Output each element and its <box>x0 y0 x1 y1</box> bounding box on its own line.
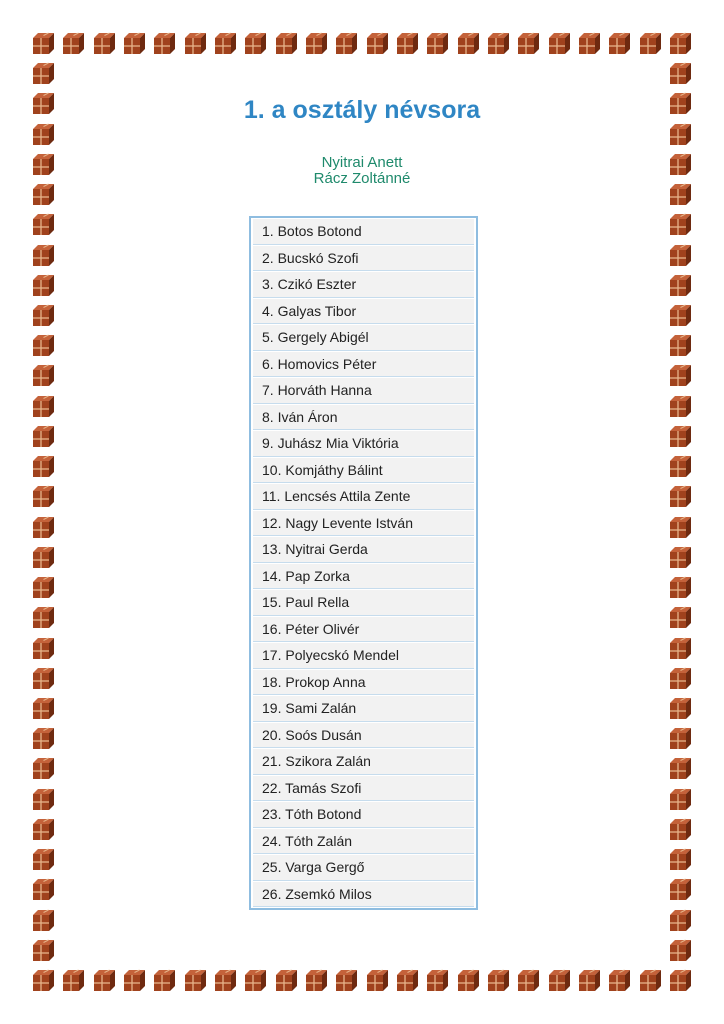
gift-box-icon <box>367 33 388 54</box>
gift-box-icon <box>670 396 691 417</box>
gift-box-icon <box>670 819 691 840</box>
student-row: 23. Tóth Botond <box>253 802 474 828</box>
gift-box-icon <box>549 970 570 991</box>
gift-box-icon <box>33 517 54 538</box>
gift-box-icon <box>185 33 206 54</box>
gift-box-icon <box>185 970 206 991</box>
authors <box>0 155 724 187</box>
gift-box-icon <box>488 970 509 991</box>
gift-box-icon <box>33 607 54 628</box>
gift-box-icon <box>33 426 54 447</box>
gift-box-icon <box>549 33 570 54</box>
gift-box-icon <box>670 184 691 205</box>
gift-box-icon <box>579 970 600 991</box>
gift-box-icon <box>670 335 691 356</box>
gift-box-icon <box>245 970 266 991</box>
gift-box-icon <box>33 335 54 356</box>
gift-box-icon <box>670 275 691 296</box>
student-row: 10. Komjáthy Bálint <box>253 458 474 484</box>
gift-box-icon <box>640 970 661 991</box>
gift-box-icon <box>33 879 54 900</box>
student-row: 8. Iván Áron <box>253 405 474 431</box>
student-row: 3. Czikó Eszter <box>253 272 474 298</box>
gift-box-icon <box>670 940 691 961</box>
gift-box-icon <box>276 33 297 54</box>
gift-box-icon <box>670 214 691 235</box>
gift-box-icon <box>670 638 691 659</box>
gift-box-icon <box>488 33 509 54</box>
gift-box-icon <box>306 33 327 54</box>
gift-box-icon <box>670 668 691 689</box>
gift-box-icon <box>518 33 539 54</box>
gift-box-icon <box>670 486 691 507</box>
gift-box-icon <box>670 517 691 538</box>
gift-box-icon <box>33 970 54 991</box>
gift-box-icon <box>33 849 54 870</box>
gift-box-icon <box>33 245 54 266</box>
gift-box-icon <box>94 970 115 991</box>
gift-box-icon <box>33 789 54 810</box>
student-row: 13. Nyitrai Gerda <box>253 537 474 563</box>
gift-box-icon <box>670 426 691 447</box>
gift-box-icon <box>670 365 691 386</box>
student-row: 4. Galyas Tibor <box>253 299 474 325</box>
student-row: 12. Nagy Levente István <box>253 511 474 537</box>
gift-box-icon <box>670 789 691 810</box>
gift-box-icon <box>124 970 145 991</box>
gift-box-icon <box>427 33 448 54</box>
gift-box-icon <box>670 305 691 326</box>
gift-box-icon <box>33 124 54 145</box>
gift-box-icon <box>670 607 691 628</box>
gift-box-icon <box>33 275 54 296</box>
gift-box-icon <box>33 305 54 326</box>
author-name: Nyitrai Anett <box>321 154 403 171</box>
gift-box-icon <box>33 758 54 779</box>
gift-box-icon <box>670 758 691 779</box>
gift-box-icon <box>215 33 236 54</box>
gift-box-icon <box>33 728 54 749</box>
gift-box-icon <box>306 970 327 991</box>
student-row: 21. Szikora Zalán <box>253 749 474 775</box>
student-row: 15. Paul Rella <box>253 590 474 616</box>
gift-box-icon <box>640 33 661 54</box>
gift-box-icon <box>33 577 54 598</box>
student-row: 7. Horváth Hanna <box>253 378 474 404</box>
student-row: 5. Gergely Abigél <box>253 325 474 351</box>
gift-box-icon <box>367 970 388 991</box>
student-row: 17. Polyecskó Mendel <box>253 643 474 669</box>
page-title: 1. a osztály névsora <box>243 96 481 124</box>
author-name: Rácz Zoltánné <box>313 170 411 187</box>
gift-box-icon <box>245 33 266 54</box>
gift-box-icon <box>33 486 54 507</box>
gift-box-icon <box>397 970 418 991</box>
student-row: 9. Juhász Mia Viktória <box>253 431 474 457</box>
gift-box-icon <box>33 638 54 659</box>
gift-box-icon <box>33 698 54 719</box>
gift-box-icon <box>94 33 115 54</box>
gift-box-icon <box>670 33 691 54</box>
gift-box-icon <box>33 214 54 235</box>
gift-box-icon <box>670 124 691 145</box>
gift-box-icon <box>33 547 54 568</box>
gift-box-icon <box>670 547 691 568</box>
student-row: 14. Pap Zorka <box>253 564 474 590</box>
gift-box-icon <box>518 970 539 991</box>
gift-box-icon <box>670 879 691 900</box>
gift-box-icon <box>670 849 691 870</box>
student-row: 19. Sami Zalán <box>253 696 474 722</box>
gift-box-icon <box>124 33 145 54</box>
gift-box-icon <box>670 698 691 719</box>
gift-box-icon <box>215 970 236 991</box>
student-row: 16. Péter Olivér <box>253 617 474 643</box>
student-row: 20. Soós Dusán <box>253 723 474 749</box>
gift-box-icon <box>33 184 54 205</box>
gift-box-icon <box>33 940 54 961</box>
gift-box-icon <box>609 970 630 991</box>
student-row: 22. Tamás Szofi <box>253 776 474 802</box>
gift-box-icon <box>33 456 54 477</box>
gift-box-icon <box>336 970 357 991</box>
gift-box-icon <box>33 910 54 931</box>
student-row: 6. Homovics Péter <box>253 352 474 378</box>
gift-box-icon <box>33 33 54 54</box>
gift-box-icon <box>458 33 479 54</box>
student-row: 11. Lencsés Attila Zente <box>253 484 474 510</box>
student-row: 18. Prokop Anna <box>253 670 474 696</box>
gift-box-icon <box>670 970 691 991</box>
gift-box-icon <box>33 365 54 386</box>
gift-box-icon <box>276 970 297 991</box>
student-row: 26. Zsemkó Milos <box>253 882 474 908</box>
gift-box-icon <box>397 33 418 54</box>
gift-box-icon <box>63 970 84 991</box>
gift-box-icon <box>33 396 54 417</box>
gift-box-icon <box>670 910 691 931</box>
gift-box-icon <box>670 456 691 477</box>
gift-box-icon <box>670 577 691 598</box>
gift-box-icon <box>609 33 630 54</box>
gift-box-icon <box>63 33 84 54</box>
student-row: 2. Bucskó Szofi <box>253 246 474 272</box>
gift-box-icon <box>336 33 357 54</box>
gift-box-icon <box>33 819 54 840</box>
student-row: 1. Botos Botond <box>253 219 474 245</box>
gift-box-icon <box>579 33 600 54</box>
gift-box-icon <box>670 63 691 84</box>
student-list <box>249 216 478 910</box>
gift-box-icon <box>154 33 175 54</box>
gift-box-icon <box>33 668 54 689</box>
gift-box-icon <box>458 970 479 991</box>
gift-box-icon <box>670 245 691 266</box>
gift-box-icon <box>154 970 175 991</box>
student-row: 25. Varga Gergő <box>253 855 474 881</box>
gift-box-icon <box>670 728 691 749</box>
student-row: 24. Tóth Zalán <box>253 829 474 855</box>
gift-box-icon <box>33 63 54 84</box>
gift-box-icon <box>427 970 448 991</box>
